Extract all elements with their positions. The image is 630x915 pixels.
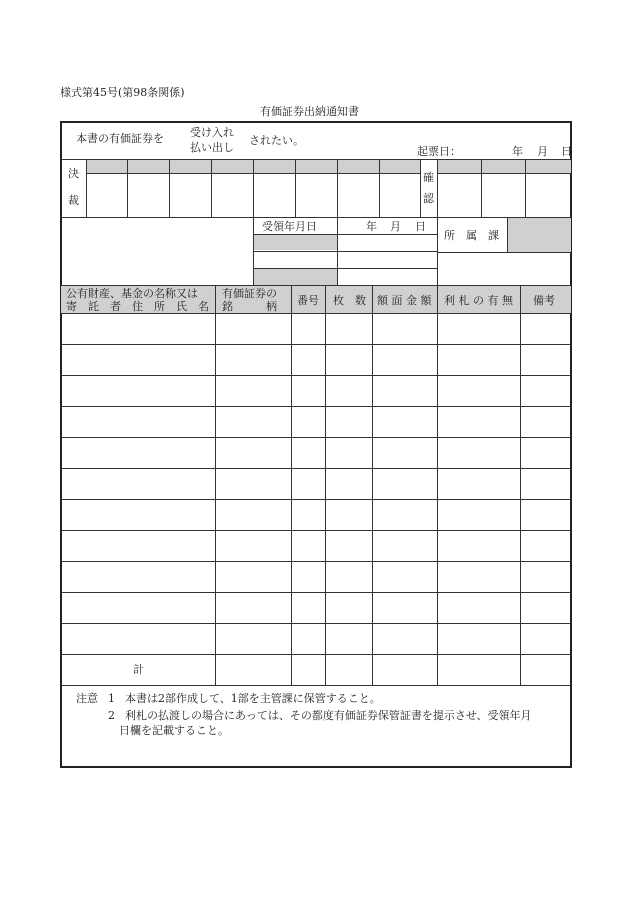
col-coupon: 利 札 の 有 無 (444, 294, 513, 307)
note-1-number: 1 (108, 692, 115, 705)
table-row (61, 406, 571, 407)
kessai-char-2: 裁 (68, 194, 79, 207)
kessai-char-1: 決 (68, 167, 79, 180)
col-face-value: 額 面 金 額 (377, 294, 432, 307)
col-security-line2: 銘 柄 (222, 300, 277, 313)
col-name-line1: 公有財産、基金の名称又は (66, 287, 198, 300)
receipt-year: 年 (366, 220, 377, 233)
form-title: 有価証券出納通知書 (260, 105, 359, 118)
note-2-number: 2 (108, 709, 115, 722)
table-row (61, 561, 571, 562)
table-row (61, 499, 571, 500)
form-number: 様式第45号(第98条関係) (60, 86, 185, 99)
total-label: 計 (133, 663, 144, 676)
col-count: 枚 数 (333, 294, 366, 307)
receipt-gray-2 (254, 269, 337, 285)
table-row (61, 623, 571, 624)
receipt-gray-1 (254, 234, 337, 250)
date-year: 年 (512, 145, 523, 158)
intro-suffix: されたい。 (249, 134, 304, 147)
table-row (61, 530, 571, 531)
receipt-date-label: 受領年月日 (262, 220, 317, 233)
table-row (61, 654, 571, 655)
option-pay: 払い出し (190, 141, 234, 154)
note-1-text: 本書は2部作成して、1部を主管課に保管すること。 (125, 692, 381, 705)
table-row (61, 375, 571, 376)
note-2-line2: 日欄を記載すること。 (119, 724, 229, 737)
dept-label: 所 属 課 (444, 229, 499, 242)
note-2-line1: 利札の払渡しの場合にあっては、その都度有価証券保管証書を提示させ、受領年月 (125, 709, 532, 722)
receipt-day: 日 (415, 220, 426, 233)
col-security-line1: 有価証券の (222, 287, 277, 300)
date-month: 月 (537, 145, 548, 158)
kakunin-char-2: 認 (423, 192, 434, 205)
col-name-line2: 寄 託 者 住 所 氏 名 (66, 300, 209, 313)
table-row (61, 437, 571, 438)
intro-prefix: 本書の有価証券を (76, 132, 164, 145)
table-row (61, 592, 571, 593)
date-label: 起票日： (417, 145, 461, 158)
date-day: 日 (561, 145, 572, 158)
col-remarks: 備考 (533, 294, 555, 307)
kakunin-char-1: 確 (423, 171, 434, 184)
table-row (61, 468, 571, 469)
approval-header-right (437, 160, 571, 173)
notes-heading: 注意 (76, 692, 98, 705)
dept-gray (507, 218, 571, 252)
receipt-month: 月 (390, 220, 401, 233)
table-row (61, 344, 571, 345)
col-number: 番号 (297, 294, 319, 307)
option-receive: 受け入れ (190, 126, 234, 139)
